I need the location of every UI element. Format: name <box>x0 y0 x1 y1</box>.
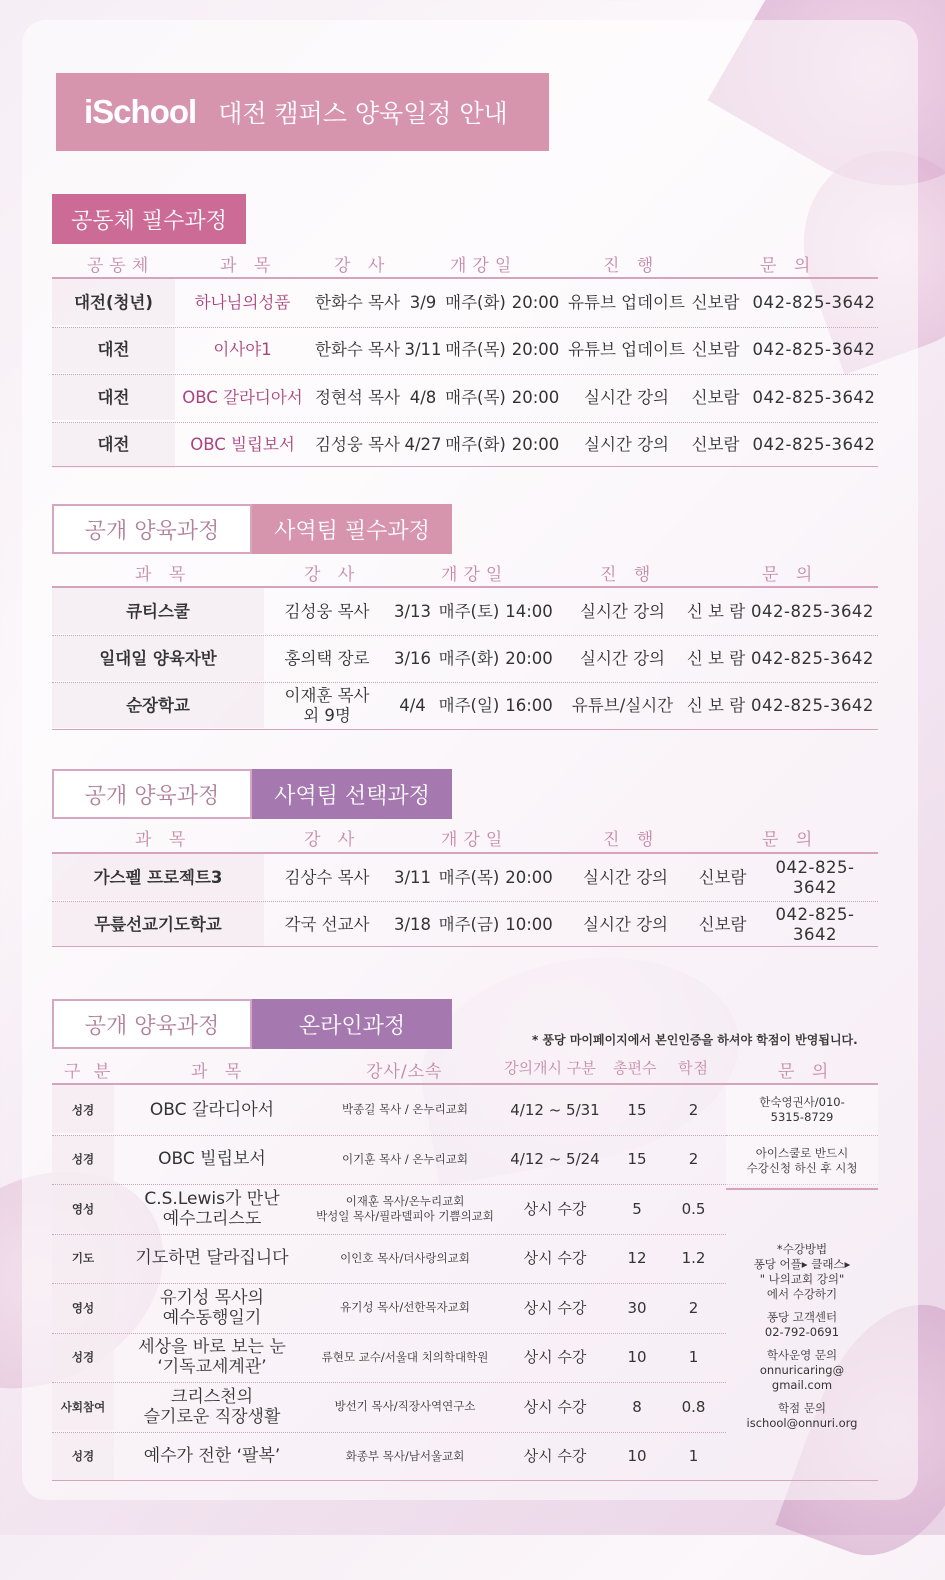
col-header-teacher: 강 사 <box>304 565 361 585</box>
course-title-line2: 슬기로운 직장생활 <box>143 1406 281 1427</box>
contact-text: *수강방법 <box>776 1241 828 1256</box>
contact-text: 에서 수강하기 <box>766 1286 838 1301</box>
cell-contact: 신보람 <box>691 435 740 454</box>
cell-contact: 신보람 <box>691 292 740 312</box>
course-title: 크리스천의 <box>170 1386 254 1407</box>
cell-teacher: 한화수 목사 <box>315 292 400 312</box>
cell-course: OBC 갈라디아서 <box>182 387 303 407</box>
col-header-count: 총편수 <box>613 1059 657 1077</box>
contact-text: 5315-8729 <box>770 1110 834 1124</box>
table-row <box>0 682 945 729</box>
cell-teacher <box>272 682 382 729</box>
cell-mode: 실시간 강의 <box>583 914 668 934</box>
cell-course <box>114 1234 310 1283</box>
col-header-teacher: 강 사 <box>334 256 391 276</box>
cell-contact: 신 보 람 <box>686 695 746 715</box>
teacher-name: 홍의택 장로 <box>284 648 370 668</box>
cell-phone: 042-825-3642 <box>752 387 876 407</box>
cell-credit: 1.2 <box>681 1249 706 1267</box>
cell-time: 20:00 <box>505 648 553 668</box>
cell-date: 4/27 <box>404 435 442 454</box>
course-title: 유기성 목사의 <box>160 1287 264 1308</box>
course-title-line2: 예수그리스도 <box>162 1208 262 1229</box>
teacher-name: 유기성 목사/선한목자교회 <box>340 1300 470 1314</box>
section-tag-public: 공개 양육과정 <box>52 999 252 1049</box>
col-header-mode: 진 행 <box>600 565 657 585</box>
col-header-mode: 진 행 <box>603 830 660 850</box>
col-header-period: 강의개시 구분 <box>504 1059 596 1077</box>
teacher-name: 김성웅 목사 <box>284 601 370 621</box>
divider <box>52 466 878 467</box>
contact-text: gmail.com <box>771 1377 833 1392</box>
teacher-name: 박종길 목사 / 온누리교회 <box>342 1102 468 1116</box>
cell-teacher <box>310 1184 500 1233</box>
cell-date: 3/13 <box>393 601 432 621</box>
contact-text: 학사운영 문의 <box>766 1347 838 1362</box>
section-tag-community: 공동체 필수과정 <box>52 194 246 244</box>
cell-period: 4/12 ~ 5/24 <box>510 1150 600 1168</box>
col-header-community: 공동체 <box>87 256 155 276</box>
cell-mode: 유튜브 업데이트 <box>568 292 685 312</box>
teacher-name: 화종부 목사/남서울교회 <box>345 1448 465 1463</box>
cell-community: 대전(청년) <box>74 292 153 312</box>
cell-credit: 0.5 <box>681 1199 706 1218</box>
cell-time: 20:00 <box>511 340 560 359</box>
cell-count: 10 <box>627 1348 647 1366</box>
cell-phone: 042-825-3642 <box>752 435 876 454</box>
cell-day: 매주(화) <box>445 435 506 454</box>
cell-count: 15 <box>627 1150 647 1168</box>
cell-teacher: 각국 선교사 <box>284 914 370 934</box>
cell-period: 상시 수강 <box>523 1249 587 1267</box>
teacher-name-extra: 박성일 목사/필라델피아 기쁨의교회 <box>316 1208 494 1223</box>
col-header-teacher: 강 사 <box>304 830 361 850</box>
cell-period: 상시 수강 <box>523 1348 587 1366</box>
cell-count: 5 <box>632 1199 642 1218</box>
cell-teacher: 김성웅 목사 <box>315 435 400 454</box>
cell-teacher <box>310 1283 500 1332</box>
course-title: 예수가 전한 ‘팔복’ <box>143 1446 281 1466</box>
cell-teacher <box>310 1234 500 1283</box>
teacher-name: 이기훈 목사 / 온누리교회 <box>342 1151 468 1166</box>
section-tag-online: 온라인과정 <box>252 999 452 1049</box>
col-header-date: 개강일 <box>450 256 518 276</box>
table-row <box>0 374 945 421</box>
cell-community: 대전 <box>97 435 130 454</box>
cell-date: 3/18 <box>393 914 432 934</box>
table-row <box>0 588 945 635</box>
teacher-name: 류현모 교수/서울대 치의학대학원 <box>321 1349 489 1364</box>
cell-time: 10:00 <box>505 914 553 934</box>
cell-date: 4/4 <box>399 695 426 715</box>
cell-contact: 신 보 람 <box>686 601 746 621</box>
cell-date: 3/16 <box>393 648 432 668</box>
cell-phone: 042-825-3642 <box>752 292 876 312</box>
cell-day: 매주(일) <box>438 695 500 715</box>
cell-teacher: 정현석 목사 <box>315 387 400 407</box>
cell-course <box>114 1283 310 1332</box>
credit-note: * 풍당 마이페이지에서 본인인증을 하셔야 학점이 반영됩니다. <box>532 1033 858 1047</box>
course-title-line2: ‘기독교세계관’ <box>157 1357 267 1377</box>
cell-course <box>114 1135 310 1184</box>
col-header-category: 구 분 <box>64 1062 115 1082</box>
divider <box>52 729 878 730</box>
cell-contact: 신 보 람 <box>686 648 746 668</box>
cell-course <box>114 1085 310 1134</box>
cell-course <box>114 1382 310 1431</box>
col-header-mode: 진 행 <box>603 256 660 276</box>
cell-course: 하나님의성품 <box>194 292 291 312</box>
cell-community: 대전 <box>97 387 130 407</box>
cell-course: 가스펠 프로젝트3 <box>93 867 223 887</box>
section-tag-public: 공개 양육과정 <box>52 769 252 819</box>
contact-text: 수강신청 하신 후 시청 <box>746 1161 858 1175</box>
cell-day: 매주(목) <box>445 340 506 359</box>
cell-time: 20:00 <box>511 292 560 312</box>
online-contact-1 <box>726 1085 878 1135</box>
col-header-date: 개강일 <box>441 565 509 585</box>
contact-text: 퐁당 어플▸ 클래스▸ <box>753 1256 851 1271</box>
cell-category: 기도 <box>71 1251 95 1265</box>
cell-phone: 042-825-3642 <box>775 904 855 944</box>
cell-contact: 신보람 <box>691 387 740 407</box>
table-row <box>0 279 945 326</box>
table-row <box>0 327 945 374</box>
contact-text: ischool@onnuri.org <box>746 1415 858 1430</box>
cell-day: 매주(목) <box>438 867 500 887</box>
cell-teacher <box>272 635 382 682</box>
teacher-name: 이재훈 목사/온누리교회 <box>345 1193 465 1208</box>
teacher-name-extra: 외 9명 <box>303 705 351 725</box>
cell-mode: 실시간 강의 <box>580 648 665 668</box>
cell-day: 매주(토) <box>438 601 500 621</box>
online-contact-2 <box>726 1135 878 1186</box>
cell-category: 영성 <box>71 1300 95 1315</box>
cell-category: 성경 <box>71 1102 95 1117</box>
cell-credit: 0.8 <box>681 1397 706 1416</box>
contact-text: 아이스쿨로 반드시 <box>755 1146 849 1160</box>
table-row <box>0 901 945 948</box>
cell-course: 큐티스쿨 <box>126 601 190 621</box>
course-title: OBC 갈라디아서 <box>149 1099 275 1120</box>
cell-period: 상시 수강 <box>523 1447 587 1465</box>
cell-date: 3/11 <box>404 340 442 359</box>
col-header-contact: 문 의 <box>762 565 819 585</box>
teacher-name: 이재훈 목사 <box>284 685 370 705</box>
cell-period: 상시 수강 <box>523 1199 587 1218</box>
cell-course: 일대일 양육자반 <box>99 648 217 668</box>
cell-teacher: 김상수 목사 <box>284 867 370 887</box>
col-header-contact: 문 의 <box>760 256 817 276</box>
cell-mode: 유튜브/실시간 <box>571 695 674 715</box>
cell-count: 12 <box>627 1249 647 1267</box>
cell-category: 성경 <box>71 1350 95 1364</box>
teacher-name: 방선기 목사/직장사역연구소 <box>334 1399 476 1413</box>
contact-text: 한숙영권사/010- <box>759 1095 845 1109</box>
cell-time: 20:00 <box>511 387 560 407</box>
cell-mode: 실시간 강의 <box>583 867 668 887</box>
cell-date: 3/9 <box>409 292 437 312</box>
cell-teacher <box>310 1135 500 1184</box>
cell-count: 8 <box>632 1397 642 1416</box>
cell-credit: 1 <box>688 1348 699 1366</box>
contact-text: " 나의교회 강의" <box>759 1271 845 1286</box>
course-title-line2: 예수동행일기 <box>162 1307 262 1328</box>
cell-phone: 042-825-3642 <box>751 695 874 715</box>
cell-category: 성경 <box>71 1152 95 1166</box>
course-title: 세상을 바로 보는 눈 <box>138 1337 286 1357</box>
cell-teacher: 한화수 목사 <box>315 340 400 359</box>
cell-time: 20:00 <box>511 435 560 454</box>
section-tag-ministry-required: 사역팀 필수과정 <box>252 504 452 554</box>
divider <box>52 946 878 947</box>
online-contact-info <box>726 1188 878 1482</box>
cell-course <box>114 1333 310 1382</box>
course-title: C.S.Lewis가 만난 <box>144 1188 280 1209</box>
table-row <box>0 854 945 901</box>
cell-phone: 042-825-3642 <box>751 601 874 621</box>
cell-teacher <box>310 1085 500 1134</box>
teacher-name: 이인호 목사/더사랑의교회 <box>340 1250 470 1265</box>
cell-count: 30 <box>627 1298 647 1317</box>
cell-category: 영성 <box>71 1201 95 1216</box>
table-row <box>0 635 945 682</box>
cell-teacher <box>310 1333 500 1382</box>
contact-text: 퐁당 고객센터 <box>766 1309 838 1324</box>
divider <box>52 1480 878 1481</box>
cell-teacher <box>310 1432 500 1481</box>
cell-period: 4/12 ~ 5/31 <box>510 1100 600 1119</box>
course-title: 기도하면 달라집니다 <box>135 1248 289 1268</box>
col-header-date: 개강일 <box>441 830 509 850</box>
cell-phone: 042-825-3642 <box>751 648 874 668</box>
cell-teacher <box>310 1382 500 1431</box>
page-header <box>56 73 549 151</box>
contact-text: 학점 문의 <box>777 1400 827 1415</box>
cell-mode: 실시간 강의 <box>580 601 665 621</box>
cell-day: 매주(화) <box>445 292 506 312</box>
course-title: OBC 빌립보서 <box>158 1149 266 1169</box>
cell-course: OBC 빌립보서 <box>190 435 295 454</box>
cell-credit: 2 <box>688 1150 699 1168</box>
cell-community: 대전 <box>97 340 130 359</box>
cell-course: 무릎선교기도학교 <box>94 914 222 934</box>
cell-credit: 2 <box>688 1298 699 1317</box>
col-header-course: 과 목 <box>135 830 192 850</box>
col-header-contact: 문 의 <box>778 1062 835 1082</box>
cell-time: 14:00 <box>505 601 553 621</box>
cell-date: 3/11 <box>393 867 432 887</box>
table-row <box>0 422 945 469</box>
cell-teacher <box>272 588 382 635</box>
cell-credit: 1 <box>688 1447 699 1465</box>
cell-phone: 042-825-3642 <box>775 857 855 897</box>
cell-contact: 신보람 <box>698 914 747 934</box>
col-header-course: 과 목 <box>135 565 192 585</box>
section-tag-ministry-elective: 사역팀 선택과정 <box>252 769 452 819</box>
cell-phone: 042-825-3642 <box>752 340 876 359</box>
cell-day: 매주(금) <box>438 914 500 934</box>
cell-date: 4/8 <box>409 387 437 407</box>
cell-category: 성경 <box>71 1449 95 1463</box>
cell-category: 사회참여 <box>60 1399 106 1414</box>
col-header-credit: 학점 <box>678 1059 709 1077</box>
cell-count: 15 <box>627 1100 647 1119</box>
section-tag-public: 공개 양육과정 <box>52 504 252 554</box>
cell-contact: 신보람 <box>698 867 747 887</box>
cell-count: 10 <box>627 1447 647 1465</box>
col-header-teacher: 강사/소속 <box>366 1062 443 1082</box>
cell-mode: 실시간 강의 <box>584 435 669 454</box>
page-title: 대전 캠퍼스 양육일정 안내 <box>218 99 508 128</box>
cell-contact: 신보람 <box>691 340 740 359</box>
contact-text: onnuricaring@ <box>759 1362 845 1377</box>
ischool-logo: iSchool <box>84 93 197 130</box>
cell-mode: 유튜브 업데이트 <box>568 340 685 359</box>
col-header-course: 과 목 <box>191 1062 248 1082</box>
cell-day: 매주(화) <box>438 648 500 668</box>
cell-period: 상시 수강 <box>523 1397 587 1416</box>
cell-course <box>114 1184 310 1233</box>
cell-period: 상시 수강 <box>523 1298 587 1317</box>
contact-text: 02-792-0691 <box>764 1324 840 1339</box>
cell-course: 이사야1 <box>213 340 272 359</box>
cell-time: 20:00 <box>505 867 553 887</box>
col-header-contact: 문 의 <box>762 830 819 850</box>
cell-mode: 실시간 강의 <box>584 387 669 407</box>
cell-time: 16:00 <box>505 695 553 715</box>
cell-day: 매주(목) <box>445 387 506 407</box>
col-header-course: 과 목 <box>220 256 277 276</box>
cell-credit: 2 <box>688 1100 699 1119</box>
cell-course <box>114 1432 310 1481</box>
cell-course: 순장학교 <box>126 695 190 715</box>
